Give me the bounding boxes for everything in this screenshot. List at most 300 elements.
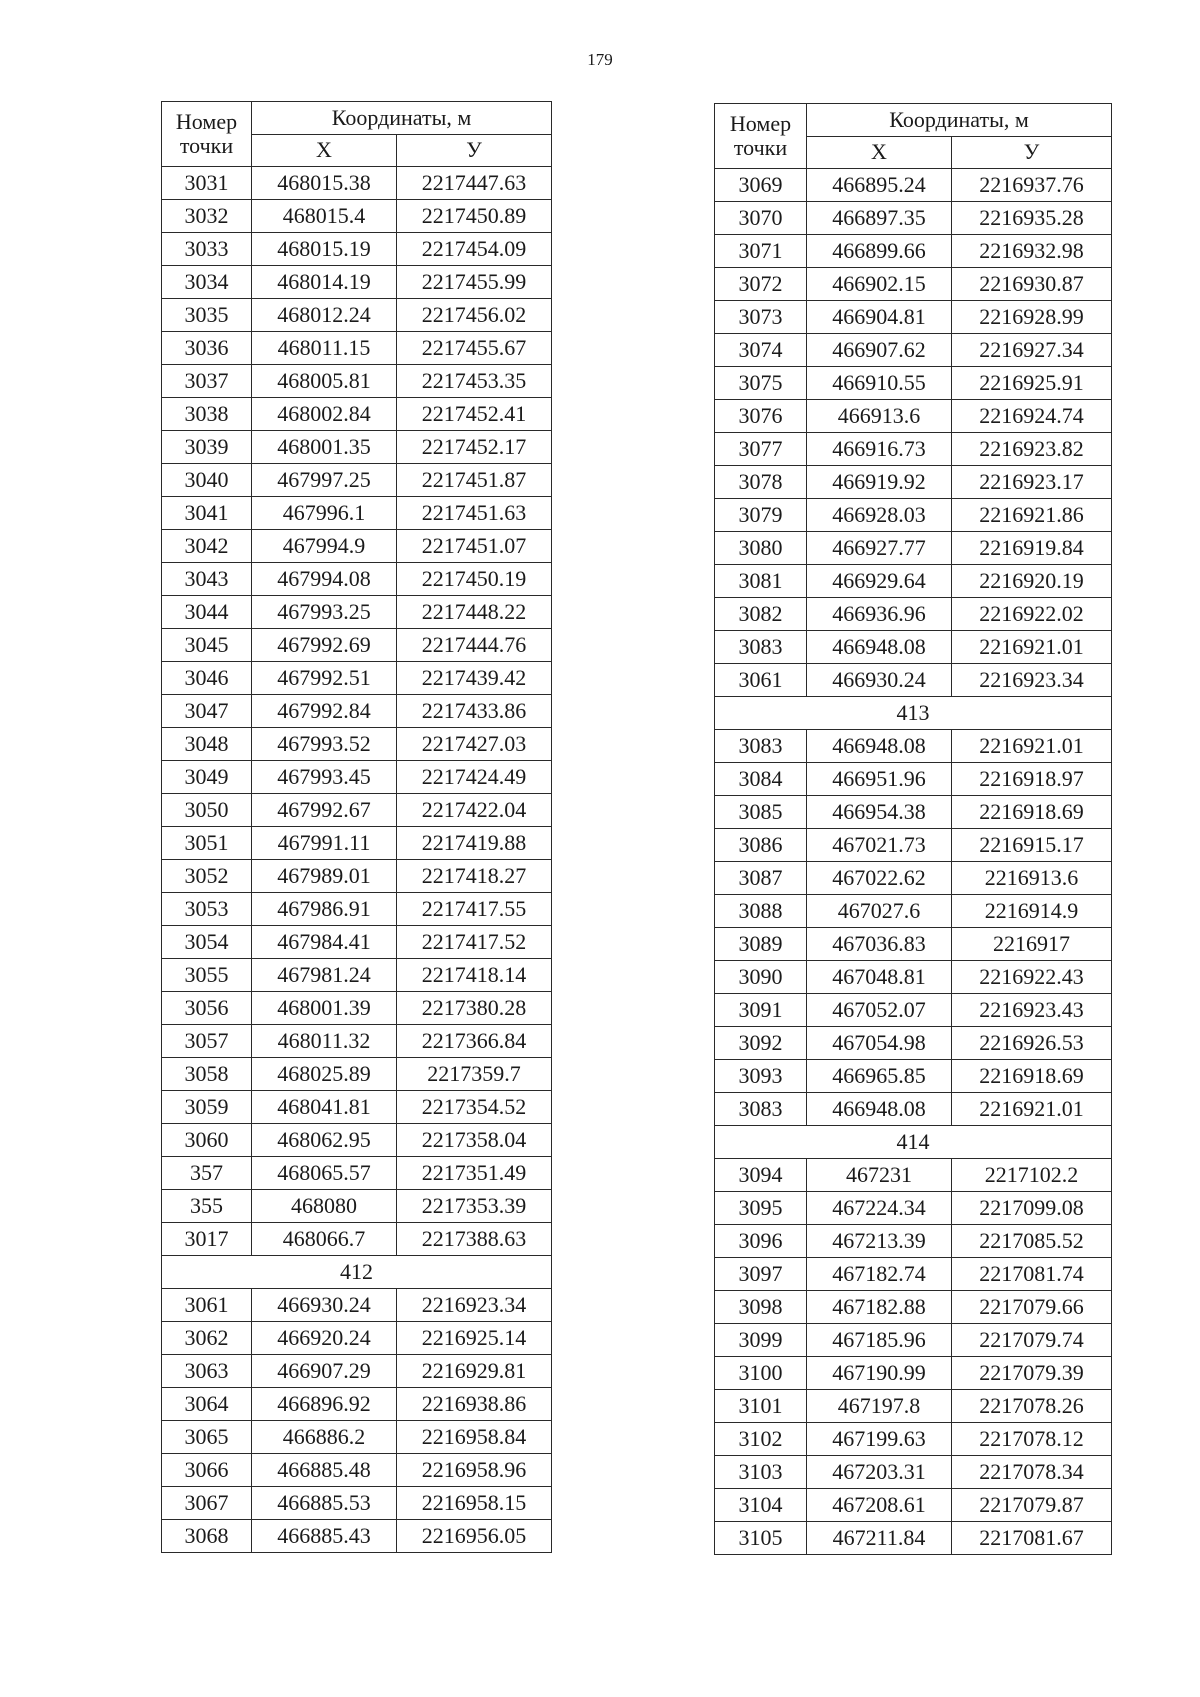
- point-number-cell: 3056: [162, 992, 252, 1025]
- table-row: [715, 1027, 1112, 1060]
- x-coordinate-cell: 466948.08: [807, 730, 952, 763]
- table-row: [715, 1258, 1112, 1291]
- coordinates-table-left: [161, 101, 552, 1553]
- x-coordinate-cell: 466951.96: [807, 763, 952, 796]
- table-row: [162, 596, 552, 629]
- x-coordinate-cell: 466948.08: [807, 631, 952, 664]
- y-coordinate-cell: 2216923.34: [397, 1289, 552, 1322]
- y-coordinate-cell: 2217444.76: [397, 629, 552, 662]
- point-number-cell: 3061: [162, 1289, 252, 1322]
- point-number-cell: 3102: [715, 1423, 807, 1456]
- header-y: У: [952, 136, 1112, 169]
- x-coordinate-cell: 467213.39: [807, 1225, 952, 1258]
- x-coordinate-cell: 466885.48: [252, 1454, 397, 1487]
- table-row: [715, 730, 1112, 763]
- table-row: [715, 994, 1112, 1027]
- x-coordinate-cell: 466930.24: [807, 664, 952, 697]
- y-coordinate-cell: 2217081.74: [952, 1258, 1112, 1291]
- table-row: [162, 728, 552, 761]
- x-coordinate-cell: 466929.64: [807, 565, 952, 598]
- x-coordinate-cell: 467182.88: [807, 1291, 952, 1324]
- group-row: [715, 697, 1112, 730]
- table-row: [162, 959, 552, 992]
- table-row: [715, 1423, 1112, 1456]
- y-coordinate-cell: 2217418.27: [397, 860, 552, 893]
- y-coordinate-cell: 2216930.87: [952, 268, 1112, 301]
- y-coordinate-cell: 2216918.69: [952, 796, 1112, 829]
- point-number-cell: 3055: [162, 959, 252, 992]
- x-coordinate-cell: 467231: [807, 1159, 952, 1192]
- table-row: [715, 631, 1112, 664]
- table-row: [162, 827, 552, 860]
- table-row: [715, 1159, 1112, 1192]
- point-number-cell: 3076: [715, 400, 807, 433]
- table-row: [715, 400, 1112, 433]
- x-coordinate-cell: 467022.62: [807, 862, 952, 895]
- point-number-cell: 3046: [162, 662, 252, 695]
- y-coordinate-cell: 2216958.15: [397, 1487, 552, 1520]
- point-number-cell: 3045: [162, 629, 252, 662]
- y-coordinate-cell: 2217451.87: [397, 464, 552, 497]
- x-coordinate-cell: 466930.24: [252, 1289, 397, 1322]
- y-coordinate-cell: 2216925.91: [952, 367, 1112, 400]
- point-number-cell: 3080: [715, 532, 807, 565]
- point-number-cell: 3062: [162, 1322, 252, 1355]
- y-coordinate-cell: 2217099.08: [952, 1192, 1112, 1225]
- x-coordinate-cell: 468041.81: [252, 1091, 397, 1124]
- x-coordinate-cell: 468011.32: [252, 1025, 397, 1058]
- x-coordinate-cell: 467992.84: [252, 695, 397, 728]
- y-coordinate-cell: 2217455.67: [397, 332, 552, 365]
- point-number-cell: 3087: [715, 862, 807, 895]
- x-coordinate-cell: 467992.67: [252, 794, 397, 827]
- table-row: [715, 1060, 1112, 1093]
- table-row: [162, 398, 552, 431]
- table-row: [162, 926, 552, 959]
- table-row: [162, 497, 552, 530]
- x-coordinate-cell: 466920.24: [252, 1322, 397, 1355]
- point-number-cell: 3038: [162, 398, 252, 431]
- table-row: [162, 860, 552, 893]
- table-header-row: [715, 104, 1112, 137]
- group-row: [715, 1126, 1112, 1159]
- x-coordinate-cell: 467027.6: [807, 895, 952, 928]
- point-number-cell: 3083: [715, 631, 807, 664]
- point-number-cell: 3097: [715, 1258, 807, 1291]
- y-coordinate-cell: 2217079.39: [952, 1357, 1112, 1390]
- x-coordinate-cell: 467996.1: [252, 497, 397, 530]
- table-row: [162, 1025, 552, 1058]
- table-row: [162, 1322, 552, 1355]
- x-coordinate-cell: 468014.19: [252, 266, 397, 299]
- y-coordinate-cell: 2216914.9: [952, 895, 1112, 928]
- y-coordinate-cell: 2217439.42: [397, 662, 552, 695]
- y-coordinate-cell: 2217450.19: [397, 563, 552, 596]
- point-number-cell: 3050: [162, 794, 252, 827]
- y-coordinate-cell: 2217452.17: [397, 431, 552, 464]
- point-number-cell: 3066: [162, 1454, 252, 1487]
- y-coordinate-cell: 2216958.96: [397, 1454, 552, 1487]
- x-coordinate-cell: 467203.31: [807, 1456, 952, 1489]
- y-coordinate-cell: 2216928.99: [952, 301, 1112, 334]
- point-number-cell: 3051: [162, 827, 252, 860]
- point-number-cell: 355: [162, 1190, 252, 1223]
- y-coordinate-cell: 2216935.28: [952, 202, 1112, 235]
- header-coordinates: Координаты, м: [807, 104, 1112, 137]
- table-row: [162, 1421, 552, 1454]
- y-coordinate-cell: 2217433.86: [397, 695, 552, 728]
- y-coordinate-cell: 2217452.41: [397, 398, 552, 431]
- point-number-cell: 3036: [162, 332, 252, 365]
- x-coordinate-cell: 467992.51: [252, 662, 397, 695]
- group-row: [162, 1256, 552, 1289]
- y-coordinate-cell: 2217353.39: [397, 1190, 552, 1223]
- x-coordinate-cell: 466907.29: [252, 1355, 397, 1388]
- table-row: [715, 1225, 1112, 1258]
- x-coordinate-cell: 468066.7: [252, 1223, 397, 1256]
- group-label: 413: [715, 697, 1112, 730]
- table-left-body: [162, 102, 552, 1553]
- table-row: [715, 466, 1112, 499]
- x-coordinate-cell: 467224.34: [807, 1192, 952, 1225]
- point-number-cell: 3081: [715, 565, 807, 598]
- y-coordinate-cell: 2217102.2: [952, 1159, 1112, 1192]
- y-coordinate-cell: 2217078.34: [952, 1456, 1112, 1489]
- x-coordinate-cell: 468015.38: [252, 167, 397, 200]
- y-coordinate-cell: 2216932.98: [952, 235, 1112, 268]
- point-number-cell: 3059: [162, 1091, 252, 1124]
- y-coordinate-cell: 2216956.05: [397, 1520, 552, 1553]
- y-coordinate-cell: 2217419.88: [397, 827, 552, 860]
- y-coordinate-cell: 2217078.26: [952, 1390, 1112, 1423]
- x-coordinate-cell: 467211.84: [807, 1522, 952, 1555]
- y-coordinate-cell: 2217388.63: [397, 1223, 552, 1256]
- point-number-cell: 3083: [715, 730, 807, 763]
- y-coordinate-cell: 2217424.49: [397, 761, 552, 794]
- point-number-cell: 3033: [162, 233, 252, 266]
- header-number-line1: Номер: [162, 102, 252, 135]
- table-row: [715, 235, 1112, 268]
- y-coordinate-cell: 2217422.04: [397, 794, 552, 827]
- table-row: [715, 268, 1112, 301]
- y-coordinate-cell: 2216938.86: [397, 1388, 552, 1421]
- point-number-cell: 3094: [715, 1159, 807, 1192]
- y-coordinate-cell: 2217085.52: [952, 1225, 1112, 1258]
- x-coordinate-cell: 467993.45: [252, 761, 397, 794]
- table-row: [162, 1487, 552, 1520]
- table-row: [162, 332, 552, 365]
- header-y: У: [397, 134, 552, 167]
- x-coordinate-cell: 467986.91: [252, 893, 397, 926]
- y-coordinate-cell: 2217451.07: [397, 530, 552, 563]
- y-coordinate-cell: 2217455.99: [397, 266, 552, 299]
- y-coordinate-cell: 2216937.76: [952, 169, 1112, 202]
- group-label: 412: [162, 1256, 552, 1289]
- y-coordinate-cell: 2217427.03: [397, 728, 552, 761]
- x-coordinate-cell: 468001.35: [252, 431, 397, 464]
- x-coordinate-cell: 466885.43: [252, 1520, 397, 1553]
- table-row: [715, 664, 1112, 697]
- table-row: [162, 431, 552, 464]
- y-coordinate-cell: 2216921.01: [952, 730, 1112, 763]
- point-number-cell: 3103: [715, 1456, 807, 1489]
- point-number-cell: 3101: [715, 1390, 807, 1423]
- table-row: [162, 266, 552, 299]
- y-coordinate-cell: 2216927.34: [952, 334, 1112, 367]
- table-row: [162, 761, 552, 794]
- y-coordinate-cell: 2216923.34: [952, 664, 1112, 697]
- point-number-cell: 3037: [162, 365, 252, 398]
- table-row: [162, 1520, 552, 1553]
- y-coordinate-cell: 2217453.35: [397, 365, 552, 398]
- table-row: [715, 565, 1112, 598]
- table-row: [162, 365, 552, 398]
- table-row: [162, 1091, 552, 1124]
- point-number-cell: 3078: [715, 466, 807, 499]
- x-coordinate-cell: 466954.38: [807, 796, 952, 829]
- x-coordinate-cell: 466895.24: [807, 169, 952, 202]
- table-row: [162, 629, 552, 662]
- y-coordinate-cell: 2217418.14: [397, 959, 552, 992]
- table-row: [715, 1192, 1112, 1225]
- x-coordinate-cell: 466886.2: [252, 1421, 397, 1454]
- table-row: [715, 928, 1112, 961]
- point-number-cell: 3071: [715, 235, 807, 268]
- point-number-cell: 3088: [715, 895, 807, 928]
- table-row: [715, 301, 1112, 334]
- point-number-cell: 3077: [715, 433, 807, 466]
- x-coordinate-cell: 466907.62: [807, 334, 952, 367]
- table-row: [162, 1190, 552, 1223]
- x-coordinate-cell: 468065.57: [252, 1157, 397, 1190]
- table-row: [162, 464, 552, 497]
- y-coordinate-cell: 2216921.86: [952, 499, 1112, 532]
- y-coordinate-cell: 2216922.43: [952, 961, 1112, 994]
- y-coordinate-cell: 2216913.6: [952, 862, 1112, 895]
- point-number-cell: 3082: [715, 598, 807, 631]
- header-coordinates: Координаты, м: [252, 102, 552, 135]
- x-coordinate-cell: 467021.73: [807, 829, 952, 862]
- table-row: [715, 1093, 1112, 1126]
- table-row: [715, 1456, 1112, 1489]
- y-coordinate-cell: 2217417.55: [397, 893, 552, 926]
- x-coordinate-cell: 466965.85: [807, 1060, 952, 1093]
- point-number-cell: 3100: [715, 1357, 807, 1390]
- x-coordinate-cell: 466896.92: [252, 1388, 397, 1421]
- x-coordinate-cell: 467981.24: [252, 959, 397, 992]
- x-coordinate-cell: 468002.84: [252, 398, 397, 431]
- point-number-cell: 3040: [162, 464, 252, 497]
- point-number-cell: 3031: [162, 167, 252, 200]
- point-number-cell: 3057: [162, 1025, 252, 1058]
- point-number-cell: 3044: [162, 596, 252, 629]
- x-coordinate-cell: 466927.77: [807, 532, 952, 565]
- table-row: [162, 1355, 552, 1388]
- point-number-cell: 3041: [162, 497, 252, 530]
- x-coordinate-cell: 466902.15: [807, 268, 952, 301]
- point-number-cell: 3090: [715, 961, 807, 994]
- table-row: [162, 233, 552, 266]
- table-row: [162, 1289, 552, 1322]
- x-coordinate-cell: 467197.8: [807, 1390, 952, 1423]
- y-coordinate-cell: 2216923.17: [952, 466, 1112, 499]
- y-coordinate-cell: 2216923.82: [952, 433, 1112, 466]
- header-number-line1: Номер: [715, 104, 807, 137]
- point-number-cell: 3043: [162, 563, 252, 596]
- x-coordinate-cell: 467054.98: [807, 1027, 952, 1060]
- x-coordinate-cell: 467994.08: [252, 563, 397, 596]
- x-coordinate-cell: 467182.74: [807, 1258, 952, 1291]
- point-number-cell: 3086: [715, 829, 807, 862]
- table-row: [715, 598, 1112, 631]
- table-row: [715, 763, 1112, 796]
- x-coordinate-cell: 466899.66: [807, 235, 952, 268]
- point-number-cell: 3091: [715, 994, 807, 1027]
- x-coordinate-cell: 467190.99: [807, 1357, 952, 1390]
- point-number-cell: 3042: [162, 530, 252, 563]
- table-row: [715, 499, 1112, 532]
- table-row: [162, 563, 552, 596]
- x-coordinate-cell: 467185.96: [807, 1324, 952, 1357]
- table-row: [162, 200, 552, 233]
- point-number-cell: 3089: [715, 928, 807, 961]
- y-coordinate-cell: 2216921.01: [952, 631, 1112, 664]
- y-coordinate-cell: 2216926.53: [952, 1027, 1112, 1060]
- header-x: X: [807, 136, 952, 169]
- point-number-cell: 3047: [162, 695, 252, 728]
- point-number-cell: 3098: [715, 1291, 807, 1324]
- point-number-cell: 3079: [715, 499, 807, 532]
- x-coordinate-cell: 467052.07: [807, 994, 952, 1027]
- y-coordinate-cell: 2216929.81: [397, 1355, 552, 1388]
- table-row: [162, 1157, 552, 1190]
- table-row: [715, 796, 1112, 829]
- x-coordinate-cell: 468080: [252, 1190, 397, 1223]
- point-number-cell: 3067: [162, 1487, 252, 1520]
- y-coordinate-cell: 2216924.74: [952, 400, 1112, 433]
- table-right-body: [715, 104, 1112, 1555]
- point-number-cell: 3035: [162, 299, 252, 332]
- point-number-cell: 3068: [162, 1520, 252, 1553]
- table-row: [715, 532, 1112, 565]
- x-coordinate-cell: 467984.41: [252, 926, 397, 959]
- point-number-cell: 3069: [715, 169, 807, 202]
- y-coordinate-cell: 2217450.89: [397, 200, 552, 233]
- x-coordinate-cell: 467208.61: [807, 1489, 952, 1522]
- table-row: [715, 1489, 1112, 1522]
- point-number-cell: 3099: [715, 1324, 807, 1357]
- x-coordinate-cell: 466885.53: [252, 1487, 397, 1520]
- y-coordinate-cell: 2216921.01: [952, 1093, 1112, 1126]
- table-row: [715, 829, 1112, 862]
- point-number-cell: 3039: [162, 431, 252, 464]
- table-row: [715, 334, 1112, 367]
- table-row: [162, 794, 552, 827]
- header-x: X: [252, 134, 397, 167]
- point-number-cell: 3104: [715, 1489, 807, 1522]
- y-coordinate-cell: 2217079.74: [952, 1324, 1112, 1357]
- table-row: [715, 895, 1112, 928]
- point-number-cell: 3065: [162, 1421, 252, 1454]
- table-row: [162, 1058, 552, 1091]
- table-row: [715, 1291, 1112, 1324]
- y-coordinate-cell: 2217380.28: [397, 992, 552, 1025]
- point-number-cell: 3032: [162, 200, 252, 233]
- point-number-cell: 3072: [715, 268, 807, 301]
- point-number-cell: 3054: [162, 926, 252, 959]
- x-coordinate-cell: 468001.39: [252, 992, 397, 1025]
- table-row: [162, 1124, 552, 1157]
- y-coordinate-cell: 2216919.84: [952, 532, 1112, 565]
- point-number-cell: 3017: [162, 1223, 252, 1256]
- y-coordinate-cell: 2217454.09: [397, 233, 552, 266]
- point-number-cell: 3053: [162, 893, 252, 926]
- table-row: [162, 1388, 552, 1421]
- x-coordinate-cell: 468015.4: [252, 200, 397, 233]
- table-header-row: [162, 134, 552, 167]
- table-row: [162, 893, 552, 926]
- point-number-cell: 3095: [715, 1192, 807, 1225]
- x-coordinate-cell: 468012.24: [252, 299, 397, 332]
- table-row: [162, 299, 552, 332]
- point-number-cell: 3052: [162, 860, 252, 893]
- table-row: [162, 1223, 552, 1256]
- header-number-line2: точки: [162, 134, 252, 167]
- point-number-cell: 3070: [715, 202, 807, 235]
- x-coordinate-cell: 466919.92: [807, 466, 952, 499]
- y-coordinate-cell: 2217359.7: [397, 1058, 552, 1091]
- y-coordinate-cell: 2216958.84: [397, 1421, 552, 1454]
- x-coordinate-cell: 468025.89: [252, 1058, 397, 1091]
- point-number-cell: 3060: [162, 1124, 252, 1157]
- x-coordinate-cell: 466904.81: [807, 301, 952, 334]
- point-number-cell: 3085: [715, 796, 807, 829]
- x-coordinate-cell: 468011.15: [252, 332, 397, 365]
- y-coordinate-cell: 2217078.12: [952, 1423, 1112, 1456]
- y-coordinate-cell: 2217366.84: [397, 1025, 552, 1058]
- point-number-cell: 3092: [715, 1027, 807, 1060]
- point-number-cell: 3075: [715, 367, 807, 400]
- group-label: 414: [715, 1126, 1112, 1159]
- x-coordinate-cell: 467989.01: [252, 860, 397, 893]
- y-coordinate-cell: 2217456.02: [397, 299, 552, 332]
- y-coordinate-cell: 2217451.63: [397, 497, 552, 530]
- point-number-cell: 3084: [715, 763, 807, 796]
- y-coordinate-cell: 2217081.67: [952, 1522, 1112, 1555]
- y-coordinate-cell: 2217079.66: [952, 1291, 1112, 1324]
- y-coordinate-cell: 2217358.04: [397, 1124, 552, 1157]
- y-coordinate-cell: 2217079.87: [952, 1489, 1112, 1522]
- x-coordinate-cell: 467036.83: [807, 928, 952, 961]
- table-row: [162, 530, 552, 563]
- point-number-cell: 3049: [162, 761, 252, 794]
- x-coordinate-cell: 467997.25: [252, 464, 397, 497]
- table-row: [715, 433, 1112, 466]
- point-number-cell: 3058: [162, 1058, 252, 1091]
- x-coordinate-cell: 467199.63: [807, 1423, 952, 1456]
- x-coordinate-cell: 466910.55: [807, 367, 952, 400]
- x-coordinate-cell: 466913.6: [807, 400, 952, 433]
- x-coordinate-cell: 468005.81: [252, 365, 397, 398]
- x-coordinate-cell: 467993.25: [252, 596, 397, 629]
- table-row: [715, 1357, 1112, 1390]
- table-row: [715, 1324, 1112, 1357]
- y-coordinate-cell: 2216922.02: [952, 598, 1112, 631]
- x-coordinate-cell: 466948.08: [807, 1093, 952, 1126]
- point-number-cell: 3083: [715, 1093, 807, 1126]
- point-number-cell: 3096: [715, 1225, 807, 1258]
- table-row: [162, 695, 552, 728]
